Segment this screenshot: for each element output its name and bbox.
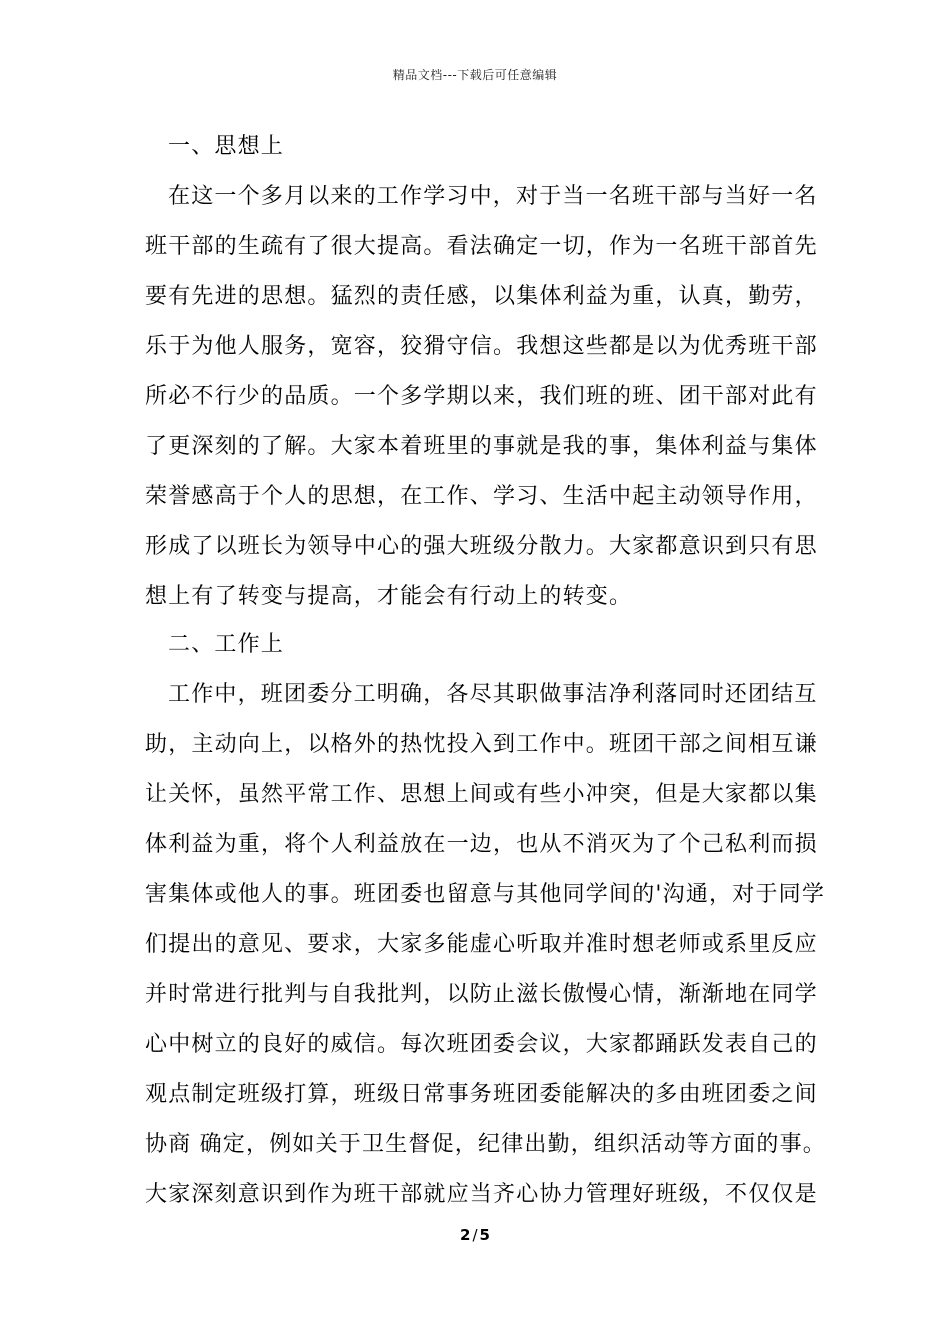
paragraph-line: 班干部的生疏有了很大提高。看法确定一切，作为一名班干部首先: [145, 234, 818, 259]
paragraph-line: 害集体或他人的事。班团委也留意与其他同学间的'沟通，对于同学: [145, 882, 826, 907]
paragraph-line: 荣誉感高于个人的思想，在工作、学习、生活中起主动领导作用，: [145, 484, 818, 509]
total-pages: 5: [479, 1226, 490, 1244]
paragraph-line: 助，主动向上，以格外的热忱投入到工作中。班团干部之间相互谦: [145, 732, 818, 757]
section-heading-thought: 一、思想上: [168, 134, 285, 159]
section-heading-work: 二、工作上: [168, 632, 285, 657]
current-page: 2: [460, 1226, 471, 1244]
paragraph-line: 要有先进的思想。猛烈的责任感，以集体利益为重，认真，勤劳，: [145, 284, 818, 309]
page-separator: /: [472, 1226, 478, 1244]
paragraph-line: 乐于为他人服务，宽容，狡猾守信。我想这些都是以为优秀班干部: [145, 334, 818, 359]
paragraph-line: 让关怀，虽然平常工作、思想上间或有些小冲突，但是大家都以集: [145, 782, 818, 807]
paragraph-line: 协商 确定，例如关于卫生督促，纪律出勤，组织活动等方面的事。: [145, 1132, 826, 1157]
paragraph-line: 体利益为重，将个人利益放在一边，也从不消灭为了个己私利而损: [145, 832, 818, 857]
paragraph-line: 想上有了转变与提高，才能会有行动上的转变。: [145, 584, 633, 609]
paragraph-line: 并时常进行批判与自我批判，以防止滋长傲慢心情，渐渐地在同学: [145, 982, 818, 1007]
paragraph-line: 心中树立的良好的威信。每次班团委会议，大家都踊跃发表自己的: [145, 1032, 818, 1057]
paragraph-line: 形成了以班长为领导中心的强大班级分散力。大家都意识到只有思: [145, 534, 818, 559]
paragraph-line: 所必不行少的品质。一个多学期以来，我们班的班、团干部对此有: [145, 384, 818, 409]
paragraph-line: 观点制定班级打算，班级日常事务班团委能解决的多由班团委之间: [145, 1082, 818, 1107]
paragraph-line: 工作中，班团委分工明确，各尽其职做事洁净利落同时还团结互: [168, 682, 818, 707]
page-number: [0, 1226, 950, 1244]
paragraph-line: 了更深刻的了解。大家本着班里的事就是我的事，集体利益与集体: [145, 434, 818, 459]
page-header: 精品文档---下载后可任意编辑: [392, 68, 558, 82]
paragraph-line: 在这一个多月以来的工作学习中，对于当一名班干部与当好一名: [168, 184, 818, 209]
paragraph-line: 们提出的意见、要求，大家多能虚心听取并准时想老师或系里反应: [145, 932, 818, 957]
paragraph-line: 大家深刻意识到作为班干部就应当齐心协力管理好班级，不仅仅是: [145, 1182, 818, 1207]
